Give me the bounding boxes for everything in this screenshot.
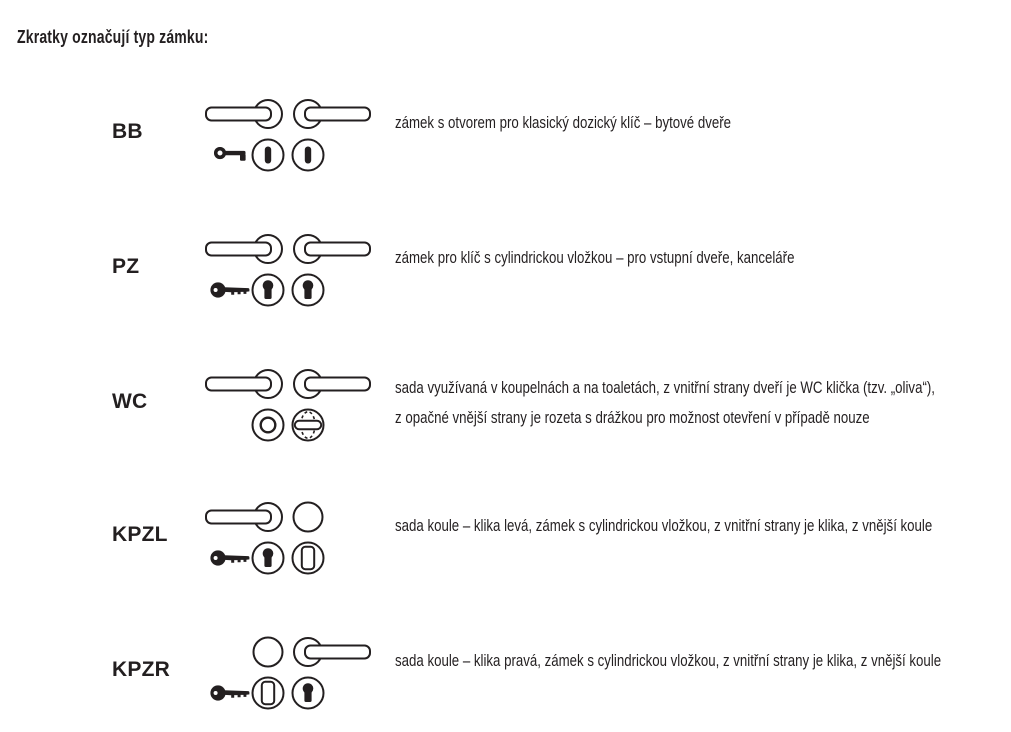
pz-keyhole-rosette-icon <box>253 275 284 306</box>
lever-handle-right-icon <box>294 100 370 128</box>
knob-icon <box>254 638 283 667</box>
lock-code-label: KPZR <box>112 658 170 681</box>
lock-type-description <box>395 243 794 273</box>
lever-handle-right-icon <box>294 235 370 263</box>
lock-code-label: PZ <box>112 255 140 278</box>
blind-rosette-icon <box>293 543 324 574</box>
lever-handle-left-icon <box>206 100 282 128</box>
lever-handle-left-icon <box>206 370 282 398</box>
classic-key-icon <box>216 149 246 161</box>
lock-fittings-icons <box>203 232 378 312</box>
pz-keyhole-rosette-icon <box>253 543 284 574</box>
lock-fittings-icons <box>203 97 378 177</box>
wc-oliva-rosette-icon <box>293 410 324 441</box>
lock-type-row-bb <box>0 97 1011 197</box>
page-title: Zkratky označují typ zámku: <box>17 27 209 47</box>
lock-type-description <box>395 108 731 138</box>
knob-icon <box>294 503 323 532</box>
cylinder-key-icon <box>210 282 249 297</box>
description-line: sada koule – klika levá, zámek s cylindrickou vložkou, z vnitřní strany je klika, z vnější koule <box>395 516 933 535</box>
lock-code-label: KPZL <box>112 523 168 546</box>
groove-rosette-icon <box>253 410 284 441</box>
lever-handle-left-icon <box>206 503 282 531</box>
lock-type-description <box>395 646 941 676</box>
lever-handle-left-icon <box>206 235 282 263</box>
lock-fittings-icons <box>203 367 378 447</box>
lock-fittings-icons <box>203 635 378 715</box>
cylinder-key-icon <box>210 550 249 565</box>
lock-type-row-kpzl <box>0 500 1011 600</box>
pz-keyhole-rosette-icon <box>293 275 324 306</box>
bb-keyhole-rosette-icon <box>253 140 284 171</box>
pz-keyhole-rosette-icon <box>293 678 324 709</box>
blind-rosette-icon <box>253 678 284 709</box>
lock-fittings-icons <box>203 500 378 580</box>
lock-type-description <box>395 511 932 541</box>
description-line: z opačné vnější strany je rozeta s drážkou pro možnost otevření v případě nouze <box>395 408 870 427</box>
cylinder-key-icon <box>210 685 249 700</box>
lock-type-row-pz <box>0 232 1011 332</box>
lock-type-description <box>395 373 935 433</box>
lock-type-row-wc <box>0 367 1011 467</box>
lever-handle-right-icon <box>294 370 370 398</box>
description-line: sada koule – klika pravá, zámek s cylindrickou vložkou, z vnitřní strany je klika, z vnější koule <box>395 651 942 670</box>
description-line: zámek s otvorem pro klasický dozický klíč – bytové dveře <box>395 113 732 132</box>
lock-code-label: WC <box>112 390 148 413</box>
description-line: zámek pro klíč s cylindrickou vložkou – pro vstupní dveře, kanceláře <box>395 248 795 267</box>
lock-type-row-kpzr <box>0 635 1011 732</box>
lock-code-label: BB <box>112 120 143 143</box>
bb-keyhole-rosette-icon <box>293 140 324 171</box>
description-line: sada využívaná v koupelnách a na toaletách, z vnitřní strany dveří je WC klička (tzv. „oliva“), <box>395 378 935 397</box>
lever-handle-right-icon <box>294 638 370 666</box>
